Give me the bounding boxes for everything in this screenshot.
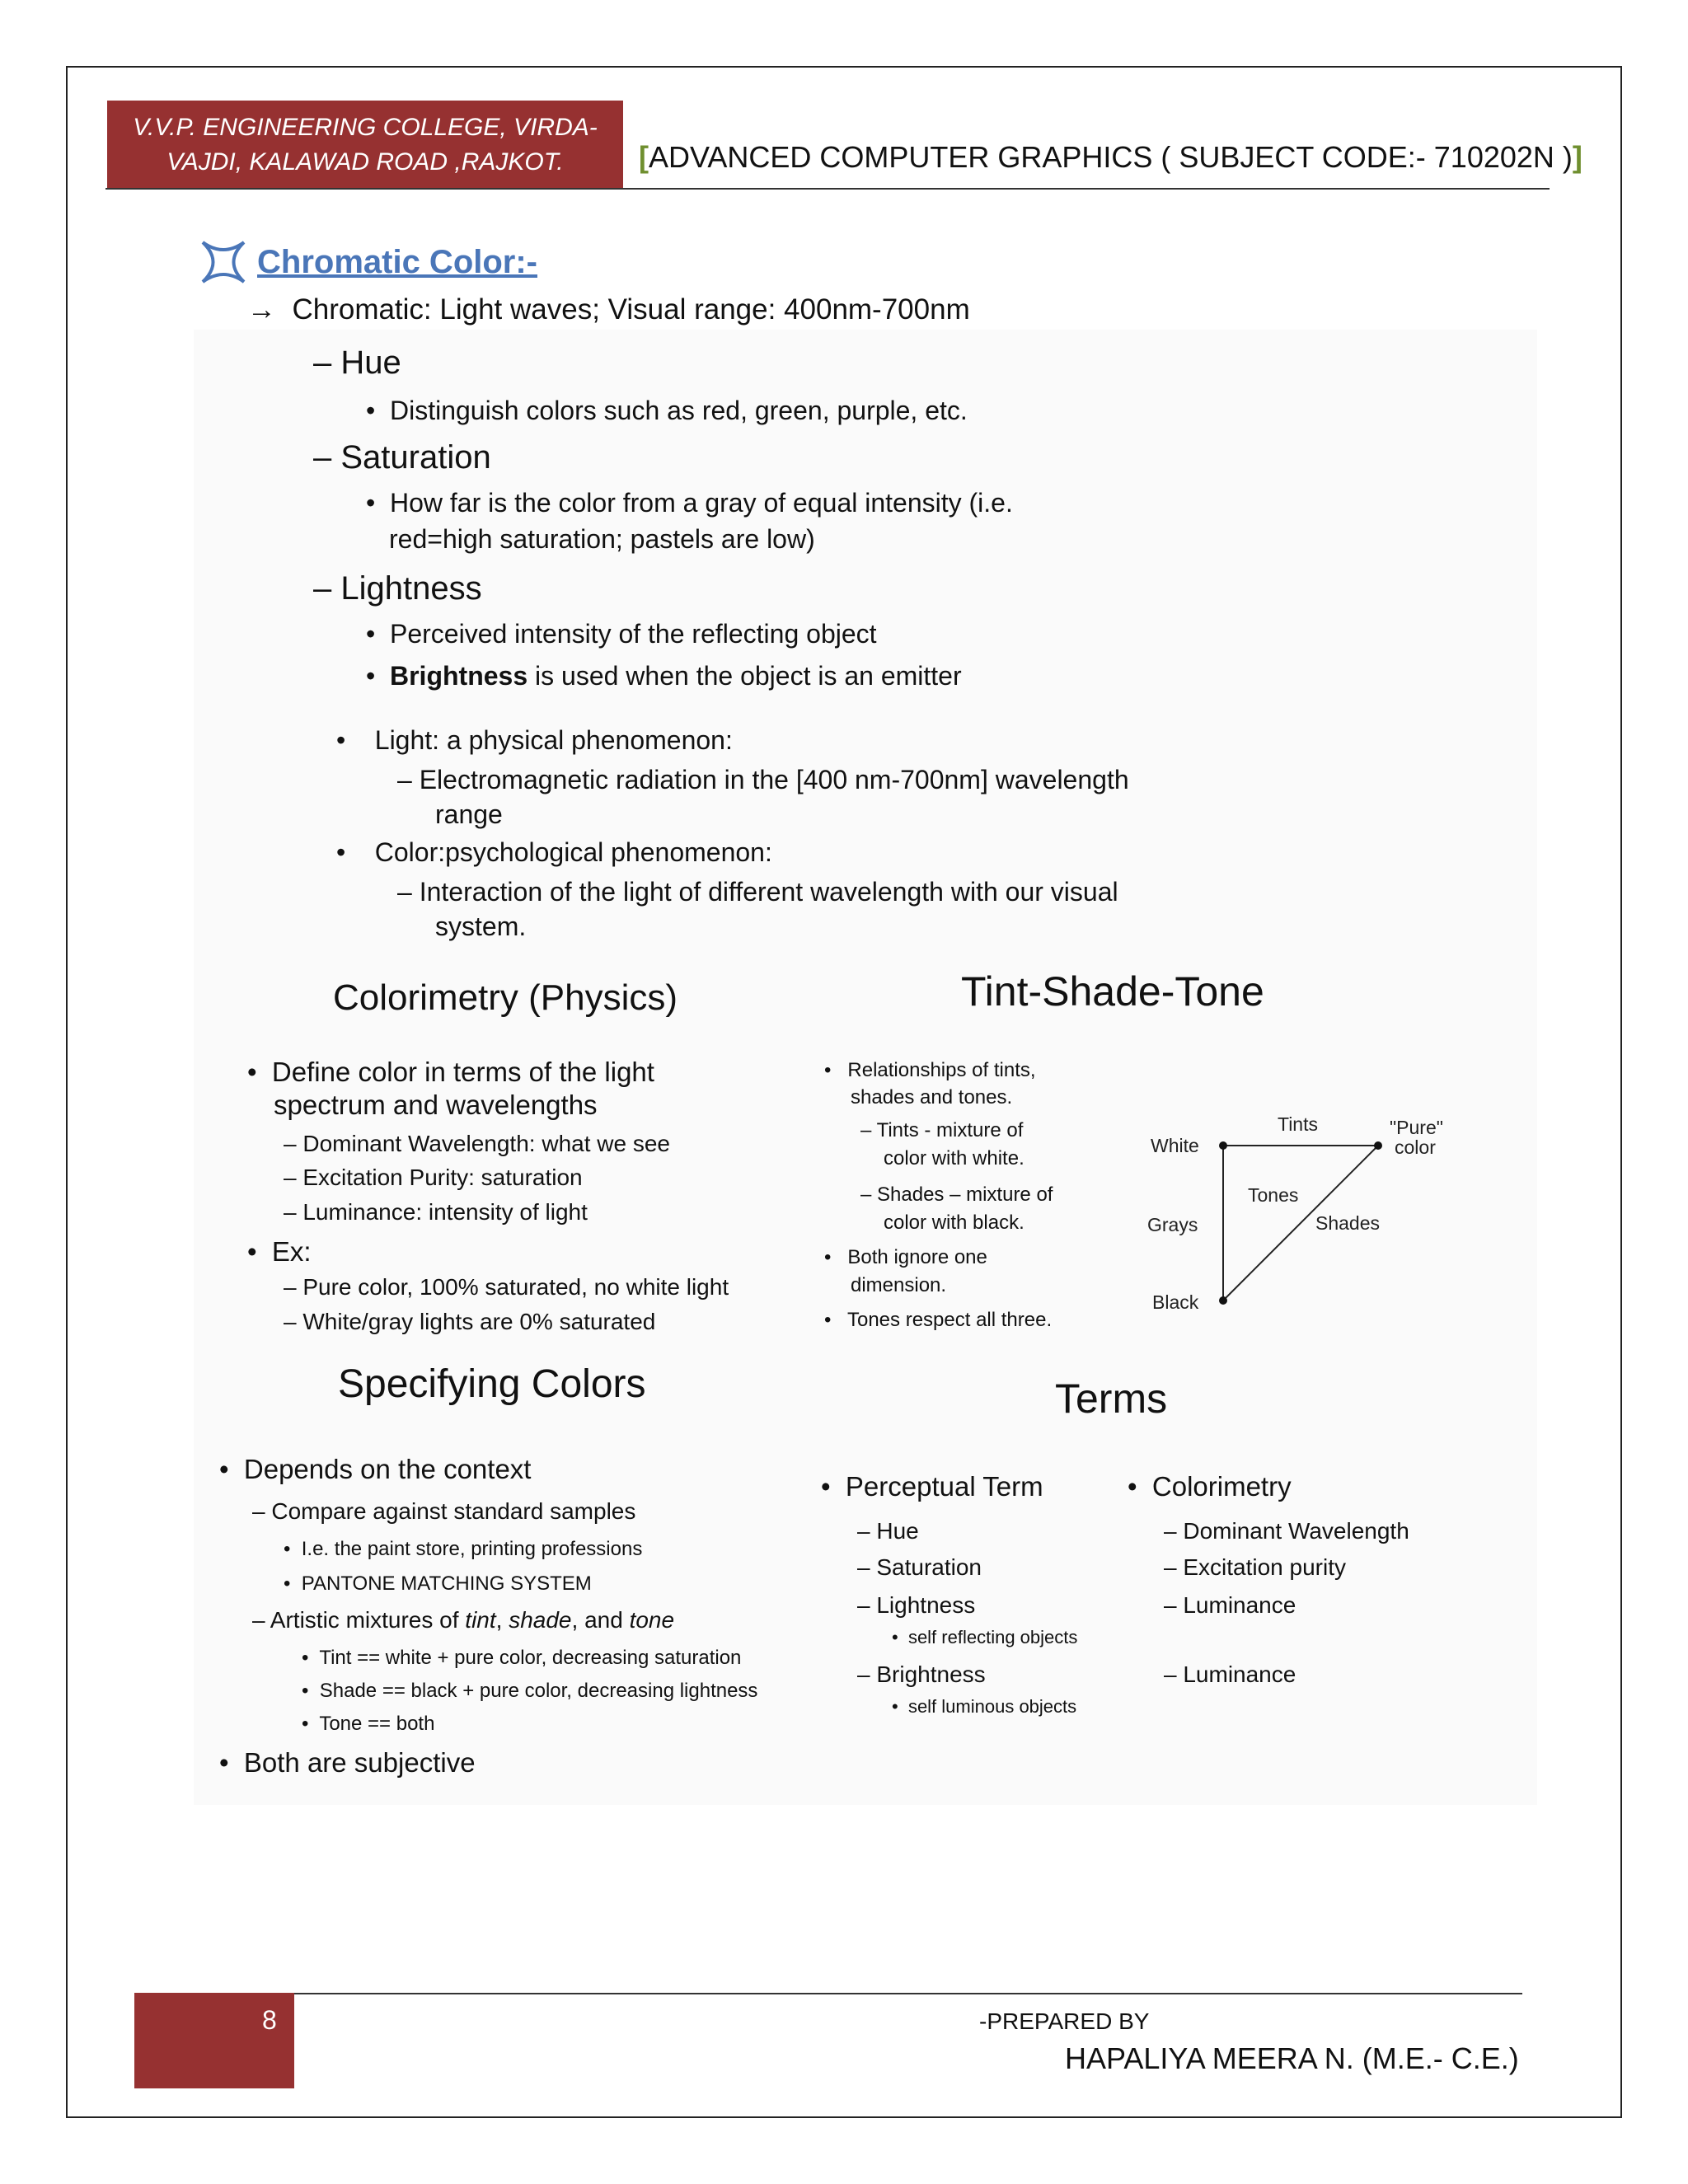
- tint-bullet-2-line2: dimension.: [851, 1274, 947, 1296]
- college-banner: [107, 101, 623, 188]
- subject-text: ADVANCED COMPUTER GRAPHICS ( SUBJECT CODE:- 710202N ): [649, 140, 1573, 174]
- perceptual-term-text: Perceptual Term: [845, 1471, 1043, 1502]
- saturation-bullet: • How far is the color from a gray of equal intensity (i.e.: [366, 488, 1013, 518]
- subjective-bullet: • Both are subjective: [219, 1747, 476, 1778]
- footer-rule: [294, 1993, 1522, 1994]
- subjective-bullet-text: Both are subjective: [243, 1747, 476, 1778]
- terms-title: Terms: [1055, 1376, 1168, 1422]
- ex-bullet-text: Ex:: [271, 1236, 312, 1267]
- hue-bullet-text: Distinguish colors such as red, green, purple, etc.: [389, 396, 968, 425]
- tint-bullet-1: • Relationships of tints,: [824, 1059, 1036, 1081]
- saturation-bullet-line1: How far is the color from a gray of equal intensity (i.e.: [389, 488, 1013, 518]
- term-brightness: – Brightness: [857, 1661, 986, 1687]
- colorimetry-term-text: Colorimetry: [1151, 1471, 1292, 1502]
- tint-def-item: • Tint == white + pure color, decreasing saturation: [302, 1647, 742, 1669]
- tint-bullet-1-line2: shades and tones.: [851, 1086, 1013, 1108]
- artistic-and: , and: [571, 1607, 630, 1633]
- artistic-comma: ,: [495, 1607, 509, 1633]
- shade-def-item: • Shade == black + pure color, decreasing lightness: [302, 1680, 758, 1702]
- hue-bullet: • Distinguish colors such as red, green, purple, etc.: [366, 396, 968, 425]
- tint-bullet-1-line1: Relationships of tints,: [847, 1059, 1036, 1081]
- saturation-heading: – Saturation: [313, 439, 491, 476]
- depends-bullet: • Depends on the context: [219, 1454, 532, 1484]
- light-bullet-text: Light: a physical phenomenon:: [374, 725, 733, 755]
- tints-item-line1: – Tints - mixture of: [860, 1119, 1024, 1141]
- shade-word: shade: [509, 1607, 572, 1633]
- lightness-bullet-2: • Brightness is used when the object is an emitter: [366, 661, 962, 691]
- term-dominant-wavelength: – Dominant Wavelength: [1164, 1518, 1409, 1544]
- lightness-bullet-2-text: is used when the object is an emitter: [528, 661, 962, 691]
- grays-label: Grays: [1147, 1214, 1198, 1235]
- luminance-item: – Luminance: intensity of light: [284, 1199, 588, 1225]
- interaction-line1: – Interaction of the light of different wavelength with our visual: [397, 877, 1118, 907]
- tint-bullet-3-text: Tones respect all three.: [846, 1309, 1053, 1331]
- black-vertex: [1219, 1296, 1227, 1305]
- college-line-2: VAJDI, KALAWAD ROAD ,RAJKOT.: [166, 148, 564, 176]
- colorimetry-title: Colorimetry (Physics): [333, 977, 678, 1018]
- saturation-bullet-line2: red=high saturation; pastels are low): [389, 524, 815, 554]
- paint-store-text: I.e. the paint store, printing professions: [301, 1538, 643, 1560]
- tone-def-item: • Tone == both: [302, 1713, 435, 1735]
- ex-bullet: • Ex:: [247, 1236, 312, 1267]
- flourish-bullet-icon: [198, 239, 249, 285]
- tint-bullet-2-line1: Both ignore one: [847, 1246, 987, 1268]
- college-line-1: V.V.P. ENGINEERING COLLEGE, VIRDA-: [133, 114, 598, 141]
- intro-line: [247, 293, 970, 326]
- pantone-item: • PANTONE MATCHING SYSTEM: [284, 1572, 592, 1595]
- color-label: color: [1395, 1137, 1436, 1158]
- color-bullet-text: Color:psychological phenomenon:: [374, 837, 772, 867]
- section-heading: [198, 239, 537, 285]
- arrow-icon: →: [247, 293, 276, 326]
- perceptual-term-heading: • Perceptual Term: [821, 1471, 1043, 1502]
- term-saturation: – Saturation: [857, 1554, 982, 1580]
- black-label: Black: [1152, 1291, 1199, 1313]
- tint-shade-tone-diagram: [1137, 1104, 1459, 1319]
- author-name: HAPALIYA MEERA N. (M.E.- C.E.): [1065, 2041, 1519, 2075]
- shades-label: Shades: [1315, 1212, 1381, 1234]
- tint-shade-tone-title: Tint-Shade-Tone: [961, 968, 1264, 1015]
- colorimetry-bullet-1-line2: spectrum and wavelengths: [274, 1090, 598, 1120]
- section-title: Chromatic Color:-: [257, 243, 537, 280]
- term-excitation-purity: – Excitation purity: [1164, 1554, 1346, 1580]
- pure-label: "Pure": [1390, 1117, 1443, 1138]
- tone-def-text: Tone == both: [319, 1713, 435, 1735]
- interaction-line2: system.: [435, 912, 527, 941]
- bracket-open: [: [639, 140, 649, 174]
- term-hue: – Hue: [857, 1518, 919, 1544]
- artistic-text: – Artistic mixtures of: [252, 1607, 466, 1633]
- shades-item-line1: – Shades – mixture of: [860, 1183, 1053, 1206]
- tint-word: tint: [465, 1607, 496, 1633]
- excitation-purity-item: – Excitation Purity: saturation: [284, 1165, 583, 1190]
- depends-bullet-text: Depends on the context: [243, 1454, 532, 1484]
- term-brightness-sub-text: self luminous objects: [907, 1696, 1077, 1717]
- lightness-heading: – Lightness: [313, 570, 482, 607]
- pure-color-item: – Pure color, 100% saturated, no white light: [284, 1274, 729, 1300]
- white-label: White: [1151, 1135, 1199, 1156]
- colorimetry-bullet-1: • Define color in terms of the light: [247, 1057, 654, 1087]
- pure-color-vertex: [1374, 1141, 1382, 1150]
- prepared-by-label: -PREPARED BY: [979, 2008, 1150, 2034]
- artistic-item: [252, 1607, 674, 1633]
- term-lightness-sub-text: self reflecting objects: [907, 1627, 1078, 1647]
- term-luminance-2: – Luminance: [1164, 1661, 1296, 1687]
- lightness-bullet-1-text: Perceived intensity of the reflecting object: [389, 619, 877, 649]
- tint-bullet-3: • Tones respect all three.: [824, 1309, 1053, 1331]
- tone-word: tone: [629, 1607, 675, 1633]
- specifying-colors-title: Specifying Colors: [338, 1362, 646, 1406]
- brightness-word: Brightness: [389, 661, 528, 691]
- paint-store-item: • I.e. the paint store, printing professions: [284, 1538, 643, 1560]
- white-gray-item: – White/gray lights are 0% saturated: [284, 1309, 656, 1334]
- colorimetry-bullet-1-line1: Define color in terms of the light: [271, 1057, 654, 1087]
- tints-label: Tints: [1278, 1113, 1318, 1135]
- intro-text: Chromatic: Light waves; Visual range: 400nm-700nm: [292, 293, 970, 326]
- subject-title: [639, 140, 1582, 175]
- tints-item-line2: color with white.: [884, 1147, 1025, 1169]
- shades-item-line2: color with black.: [884, 1212, 1025, 1234]
- header-rule: [106, 188, 1550, 190]
- em-radiation-line1: – Electromagnetic radiation in the [400 nm-700nm] wavelength: [397, 765, 1129, 794]
- hue-heading: – Hue: [313, 344, 401, 381]
- tint-bullet-2: • Both ignore one: [824, 1246, 987, 1268]
- tint-def-text: Tint == white + pure color, decreasing saturation: [319, 1647, 742, 1669]
- colorimetry-term-heading: • Colorimetry: [1128, 1471, 1292, 1502]
- pantone-text: PANTONE MATCHING SYSTEM: [301, 1572, 592, 1595]
- term-brightness-sub: • self luminous objects: [892, 1696, 1077, 1717]
- dominant-wavelength-item: – Dominant Wavelength: what we see: [284, 1131, 670, 1156]
- term-lightness-sub: • self reflecting objects: [892, 1627, 1078, 1647]
- shade-def-text: Shade == black + pure color, decreasing lightness: [319, 1680, 758, 1702]
- compare-item: – Compare against standard samples: [252, 1498, 636, 1524]
- color-bullet: • Color:psychological phenomenon:: [336, 837, 772, 867]
- em-radiation-line2: range: [435, 799, 503, 829]
- term-luminance-1: – Luminance: [1164, 1592, 1296, 1618]
- tones-label: Tones: [1248, 1184, 1299, 1206]
- page-number: 8: [262, 2005, 277, 2035]
- lightness-bullet-1: • Perceived intensity of the reflecting object: [366, 619, 877, 649]
- white-vertex: [1219, 1141, 1227, 1150]
- bracket-close: ]: [1572, 140, 1582, 174]
- light-bullet: • Light: a physical phenomenon:: [336, 725, 733, 755]
- term-lightness: – Lightness: [857, 1592, 976, 1618]
